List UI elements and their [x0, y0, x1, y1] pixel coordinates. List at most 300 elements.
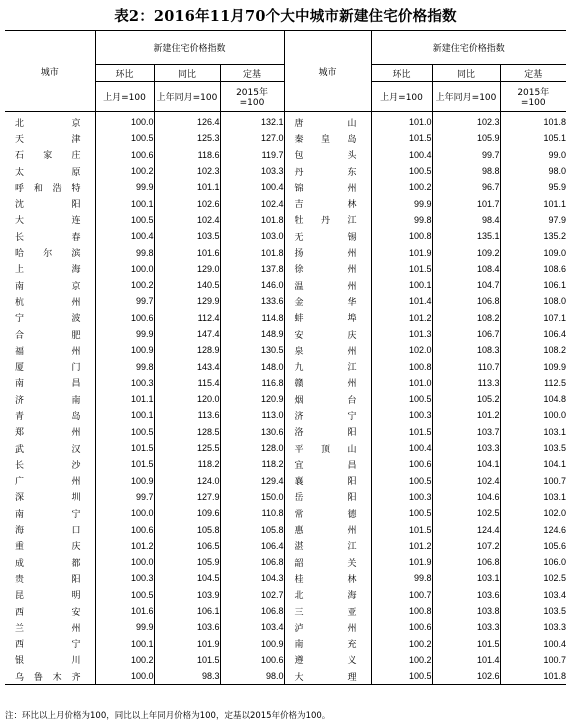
yoy-cell: 110.7	[432, 358, 500, 374]
mom-cell: 99.8	[95, 358, 154, 374]
base-cell: 112.5	[500, 375, 566, 391]
yoy-cell: 104.7	[432, 277, 500, 293]
mom-cell: 99.9	[95, 326, 154, 342]
mom-cell: 100.0	[95, 668, 154, 685]
yoy-cell: 102.3	[154, 163, 220, 179]
yoy-cell: 104.5	[154, 570, 220, 586]
city-cell: 乌鲁木齐	[5, 668, 95, 685]
city-cell: 成 都	[15, 558, 81, 569]
mom-cell: 100.1	[95, 407, 154, 423]
yoy-cell: 102.6	[432, 668, 500, 685]
mom-cell: 101.2	[371, 538, 432, 554]
base-cell: 100.6	[220, 652, 284, 668]
mom-cell: 101.0	[371, 375, 432, 391]
city-cell: 吉 林	[284, 195, 371, 211]
mom-sub-left: 上月=100	[95, 82, 154, 112]
city-cell: 平顶山	[284, 440, 371, 456]
city-header-right: 城市	[284, 31, 371, 112]
city-cell: 北 海	[284, 587, 371, 603]
base-cell: 108.0	[500, 293, 566, 309]
city-cell: 烟 台	[284, 391, 371, 407]
city-cell: 湛 江	[284, 538, 371, 554]
table-row	[5, 570, 566, 586]
yoy-cell: 103.5	[154, 228, 220, 244]
yoy-cell: 102.3	[432, 112, 500, 131]
table-row	[5, 391, 566, 407]
city-cell: 泉 州	[284, 342, 371, 358]
base-cell: 103.3	[500, 619, 566, 635]
base-header-left: 定基	[220, 65, 284, 82]
city-cell: 常 德	[284, 505, 371, 521]
city-cell: 丹 东	[284, 163, 371, 179]
base-cell: 118.2	[220, 456, 284, 472]
yoy-cell: 101.4	[432, 652, 500, 668]
base-cell: 128.0	[220, 440, 284, 456]
mom-cell: 100.5	[95, 587, 154, 603]
city-cell: 福 州	[15, 346, 81, 357]
yoy-cell: 126.4	[154, 112, 220, 131]
yoy-cell: 125.5	[154, 440, 220, 456]
mom-cell: 100.5	[95, 212, 154, 228]
yoy-cell: 147.4	[154, 326, 220, 342]
mom-cell: 100.5	[371, 163, 432, 179]
mom-cell: 101.5	[371, 521, 432, 537]
city-cell: 厦 门	[15, 363, 81, 374]
mom-cell: 100.6	[95, 521, 154, 537]
yoy-cell: 113.3	[432, 375, 500, 391]
city-cell: 长 春	[15, 232, 81, 243]
yoy-cell: 135.1	[432, 228, 500, 244]
table-row	[5, 407, 566, 423]
yoy-cell: 105.8	[154, 521, 220, 537]
mom-cell: 99.8	[95, 244, 154, 260]
yoy-cell: 104.6	[432, 489, 500, 505]
table-row	[5, 440, 566, 456]
table-row	[5, 310, 566, 326]
yoy-cell: 103.6	[154, 619, 220, 635]
base-cell: 102.4	[220, 195, 284, 211]
base-cell: 137.8	[220, 261, 284, 277]
table-row	[5, 163, 566, 179]
base-cell: 97.9	[500, 212, 566, 228]
city-cell: 遵 义	[284, 652, 371, 668]
mom-cell: 100.4	[95, 228, 154, 244]
mom-cell: 99.8	[371, 570, 432, 586]
base-cell: 108.6	[500, 261, 566, 277]
base-cell: 99.0	[500, 147, 566, 163]
yoy-cell: 103.1	[432, 570, 500, 586]
base-cell: 120.9	[220, 391, 284, 407]
base-cell: 104.8	[500, 391, 566, 407]
city-cell: 三 亚	[284, 603, 371, 619]
mom-cell: 100.4	[371, 440, 432, 456]
city-cell: 大 理	[284, 668, 371, 685]
base-cell: 101.8	[500, 112, 566, 131]
base-cell: 132.1	[220, 112, 284, 131]
base-cell: 103.3	[220, 163, 284, 179]
mom-cell: 101.5	[371, 261, 432, 277]
city-cell: 上 海	[15, 265, 81, 276]
yoy-cell: 109.2	[432, 244, 500, 260]
base-cell: 104.1	[500, 456, 566, 472]
yoy-cell: 128.9	[154, 342, 220, 358]
mom-header-right: 环比	[371, 65, 432, 82]
base-cell: 98.0	[500, 163, 566, 179]
city-cell: 武 汉	[15, 444, 81, 455]
city-cell: 桂 林	[284, 570, 371, 586]
base-cell: 103.1	[500, 424, 566, 440]
base-cell: 106.4	[220, 538, 284, 554]
mom-cell: 101.5	[95, 456, 154, 472]
yoy-cell: 118.2	[154, 456, 220, 472]
yoy-cell: 112.4	[154, 310, 220, 326]
table-row	[5, 179, 566, 195]
city-cell: 郑 州	[15, 428, 81, 439]
mom-cell: 100.7	[371, 587, 432, 603]
city-cell: 无 锡	[284, 228, 371, 244]
city-cell: 沈 阳	[15, 200, 81, 211]
city-cell: 兰 州	[15, 623, 81, 634]
yoy-cell: 98.8	[432, 163, 500, 179]
mom-cell: 100.3	[371, 407, 432, 423]
city-cell: 南 京	[15, 281, 81, 292]
footnote: 注：环比以上月价格为100，同比以上年同月价格为100，定基以2015年价格为100。	[5, 711, 331, 721]
city-cell: 包 头	[284, 147, 371, 163]
city-cell: 合 肥	[15, 330, 81, 341]
table-row	[5, 261, 566, 277]
city-cell: 安 庆	[284, 326, 371, 342]
mom-cell: 100.5	[95, 424, 154, 440]
mom-cell: 101.0	[371, 112, 432, 131]
yoy-cell: 103.3	[432, 619, 500, 635]
city-cell: 唐 山	[284, 112, 371, 131]
mom-cell: 100.8	[371, 358, 432, 374]
city-cell: 岳 阳	[284, 489, 371, 505]
mom-cell: 101.5	[371, 130, 432, 146]
city-cell: 北 京	[15, 118, 81, 129]
mom-cell: 100.6	[371, 619, 432, 635]
mom-cell: 101.2	[95, 538, 154, 554]
yoy-cell: 102.4	[154, 212, 220, 228]
mom-cell: 100.5	[95, 130, 154, 146]
yoy-cell: 143.4	[154, 358, 220, 374]
base-cell: 108.2	[500, 342, 566, 358]
base-cell: 109.0	[500, 244, 566, 260]
yoy-cell: 128.5	[154, 424, 220, 440]
mom-cell: 100.2	[371, 636, 432, 652]
city-cell: 重 庆	[15, 542, 81, 553]
base-cell: 103.0	[220, 228, 284, 244]
mom-cell: 99.9	[95, 179, 154, 195]
yoy-cell: 105.9	[154, 554, 220, 570]
yoy-cell: 101.6	[154, 244, 220, 260]
table-row	[5, 554, 566, 570]
yoy-cell: 103.6	[432, 587, 500, 603]
yoy-cell: 106.5	[154, 538, 220, 554]
mom-cell: 100.2	[95, 277, 154, 293]
base-cell: 95.9	[500, 179, 566, 195]
mom-cell: 101.2	[371, 310, 432, 326]
base-cell: 100.7	[500, 473, 566, 489]
mom-cell: 100.6	[371, 456, 432, 472]
yoy-header-right: 同比	[432, 65, 500, 82]
mom-cell: 100.9	[95, 473, 154, 489]
mom-cell: 101.6	[95, 603, 154, 619]
base-cell: 106.8	[220, 603, 284, 619]
yoy-cell: 104.1	[432, 456, 500, 472]
city-cell: 海 口	[15, 526, 81, 537]
yoy-cell: 103.9	[154, 587, 220, 603]
city-cell: 西 宁	[15, 640, 81, 651]
yoy-cell: 129.9	[154, 293, 220, 309]
yoy-cell: 124.4	[432, 521, 500, 537]
mom-cell: 99.7	[95, 293, 154, 309]
base-cell: 129.4	[220, 473, 284, 489]
mom-cell: 99.9	[95, 619, 154, 635]
mom-header-left: 环比	[95, 65, 154, 82]
base-cell: 135.2	[500, 228, 566, 244]
yoy-cell: 108.2	[432, 310, 500, 326]
base-cell: 119.7	[220, 147, 284, 163]
base-cell: 103.5	[500, 440, 566, 456]
yoy-cell: 102.6	[154, 195, 220, 211]
base-cell: 103.5	[500, 603, 566, 619]
city-cell: 泸 州	[284, 619, 371, 635]
base-cell: 110.8	[220, 505, 284, 521]
base-cell: 105.1	[500, 130, 566, 146]
mom-cell: 100.5	[371, 473, 432, 489]
mom-cell: 100.8	[371, 228, 432, 244]
mom-cell: 100.6	[95, 147, 154, 163]
base-cell: 101.8	[500, 668, 566, 685]
yoy-cell: 98.3	[154, 668, 220, 685]
mom-cell: 100.0	[95, 261, 154, 277]
yoy-cell: 99.7	[432, 147, 500, 163]
base-cell: 146.0	[220, 277, 284, 293]
city-cell: 九 江	[284, 358, 371, 374]
table-row	[5, 342, 566, 358]
table-title: 表2：2016年11月70个大中城市新建住宅价格指数	[114, 8, 457, 25]
base-cell: 133.6	[220, 293, 284, 309]
mom-cell: 100.3	[95, 375, 154, 391]
city-cell: 石家庄	[15, 151, 81, 162]
mom-cell: 100.2	[371, 652, 432, 668]
mom-cell: 100.1	[371, 277, 432, 293]
mom-cell: 99.7	[95, 489, 154, 505]
base-cell: 106.8	[220, 554, 284, 570]
mom-cell: 99.9	[371, 195, 432, 211]
table-row	[5, 521, 566, 537]
mom-cell: 100.5	[371, 391, 432, 407]
base-cell: 148.0	[220, 358, 284, 374]
city-cell: 锦 州	[284, 179, 371, 195]
mom-cell: 101.4	[371, 293, 432, 309]
city-cell: 徐 州	[284, 261, 371, 277]
city-cell: 宜 昌	[284, 456, 371, 472]
base-cell: 105.6	[500, 538, 566, 554]
base-cell: 113.0	[220, 407, 284, 423]
mom-cell: 100.5	[371, 505, 432, 521]
mom-cell: 101.9	[371, 244, 432, 260]
city-cell: 济 南	[15, 395, 81, 406]
base-cell: 100.7	[500, 652, 566, 668]
city-cell: 杭 州	[15, 297, 81, 308]
city-cell: 牡丹江	[284, 212, 371, 228]
city-cell: 广 州	[15, 477, 81, 488]
yoy-sub-left: 上年同月=100	[154, 82, 220, 112]
mom-cell: 101.9	[371, 554, 432, 570]
group-header-left: 新建住宅价格指数	[95, 31, 284, 65]
table-row	[5, 147, 566, 163]
table-row	[5, 212, 566, 228]
base-cell: 98.0	[220, 668, 284, 685]
mom-cell: 99.8	[371, 212, 432, 228]
yoy-cell: 106.8	[432, 554, 500, 570]
base-cell: 105.8	[220, 521, 284, 537]
yoy-cell: 115.4	[154, 375, 220, 391]
yoy-cell: 103.8	[432, 603, 500, 619]
table-row	[5, 244, 566, 260]
base-header-right: 定基	[500, 65, 566, 82]
city-cell: 南 昌	[15, 379, 81, 390]
city-cell: 南 宁	[15, 509, 81, 520]
city-cell: 昆 明	[15, 591, 81, 602]
base-cell: 100.9	[220, 636, 284, 652]
yoy-cell: 105.9	[432, 130, 500, 146]
yoy-cell: 108.3	[432, 342, 500, 358]
city-cell: 太 原	[15, 167, 81, 178]
mom-cell: 100.0	[95, 112, 154, 131]
base-cell: 104.3	[220, 570, 284, 586]
city-cell: 蚌 埠	[284, 310, 371, 326]
city-cell: 长 沙	[15, 460, 81, 471]
mom-cell: 100.4	[371, 147, 432, 163]
table-row	[5, 587, 566, 603]
mom-cell: 100.1	[95, 636, 154, 652]
yoy-cell: 103.7	[432, 424, 500, 440]
city-cell: 天 津	[15, 134, 81, 145]
yoy-cell: 103.3	[432, 440, 500, 456]
table-row	[5, 375, 566, 391]
table-body	[5, 112, 566, 685]
yoy-cell: 98.4	[432, 212, 500, 228]
yoy-cell: 107.2	[432, 538, 500, 554]
table-row	[5, 505, 566, 521]
group-header-right: 新建住宅价格指数	[371, 31, 566, 65]
table-row	[5, 293, 566, 309]
mom-cell: 100.3	[95, 570, 154, 586]
city-cell: 襄 阳	[284, 473, 371, 489]
yoy-cell: 101.1	[154, 179, 220, 195]
city-cell: 哈尔滨	[15, 249, 81, 260]
base-cell: 100.0	[500, 407, 566, 423]
base-sub-right: 2015年=100	[500, 82, 566, 112]
mom-cell: 100.0	[95, 554, 154, 570]
mom-cell: 101.1	[95, 391, 154, 407]
mom-cell: 100.3	[371, 489, 432, 505]
yoy-cell: 101.2	[432, 407, 500, 423]
yoy-cell: 106.7	[432, 326, 500, 342]
mom-cell: 100.6	[95, 310, 154, 326]
yoy-cell: 120.0	[154, 391, 220, 407]
mom-cell: 100.2	[95, 163, 154, 179]
table-row	[5, 473, 566, 489]
city-cell: 青 岛	[15, 411, 81, 422]
base-cell: 116.8	[220, 375, 284, 391]
table-row	[5, 228, 566, 244]
base-cell: 127.0	[220, 130, 284, 146]
table-row	[5, 358, 566, 374]
base-sub-left: 2015年=100	[220, 82, 284, 112]
city-cell: 呼和浩特	[15, 183, 81, 194]
table-row	[5, 277, 566, 293]
yoy-cell: 96.7	[432, 179, 500, 195]
table-row	[5, 668, 566, 685]
table-row	[5, 636, 566, 652]
base-cell: 103.4	[500, 587, 566, 603]
mom-cell: 101.3	[371, 326, 432, 342]
base-cell: 102.7	[220, 587, 284, 603]
base-cell: 106.0	[500, 554, 566, 570]
city-cell: 深 圳	[15, 493, 81, 504]
table-row	[5, 326, 566, 342]
yoy-cell: 102.5	[432, 505, 500, 521]
base-cell: 109.9	[500, 358, 566, 374]
base-cell: 106.4	[500, 326, 566, 342]
base-cell: 150.0	[220, 489, 284, 505]
mom-cell: 100.2	[95, 652, 154, 668]
city-cell: 济 宁	[284, 407, 371, 423]
city-cell: 大 连	[15, 216, 81, 227]
table-row	[5, 424, 566, 440]
yoy-cell: 108.4	[432, 261, 500, 277]
mom-cell: 100.0	[95, 505, 154, 521]
yoy-cell: 106.1	[154, 603, 220, 619]
base-cell: 148.9	[220, 326, 284, 342]
yoy-cell: 140.5	[154, 277, 220, 293]
city-cell: 韶 关	[284, 554, 371, 570]
base-cell: 101.1	[500, 195, 566, 211]
city-cell: 秦皇岛	[284, 130, 371, 146]
yoy-header-left: 同比	[154, 65, 220, 82]
city-cell: 贵 阳	[15, 574, 81, 585]
yoy-cell: 127.9	[154, 489, 220, 505]
yoy-cell: 124.0	[154, 473, 220, 489]
base-cell: 103.4	[220, 619, 284, 635]
table-row	[5, 489, 566, 505]
yoy-cell: 129.0	[154, 261, 220, 277]
mom-cell: 101.5	[95, 440, 154, 456]
table-row	[5, 619, 566, 635]
table-row	[5, 603, 566, 619]
base-cell: 100.4	[220, 179, 284, 195]
mom-cell: 102.0	[371, 342, 432, 358]
mom-cell: 100.2	[371, 179, 432, 195]
yoy-cell: 105.2	[432, 391, 500, 407]
base-cell: 124.6	[500, 521, 566, 537]
price-index-table	[5, 30, 566, 685]
table-row	[5, 195, 566, 211]
city-cell: 赣 州	[284, 375, 371, 391]
mom-cell: 101.5	[371, 424, 432, 440]
city-cell: 惠 州	[284, 521, 371, 537]
base-cell: 102.0	[500, 505, 566, 521]
city-cell: 洛 阳	[284, 424, 371, 440]
base-cell: 101.8	[220, 244, 284, 260]
base-cell: 106.1	[500, 277, 566, 293]
yoy-cell: 102.4	[432, 473, 500, 489]
yoy-cell: 109.6	[154, 505, 220, 521]
